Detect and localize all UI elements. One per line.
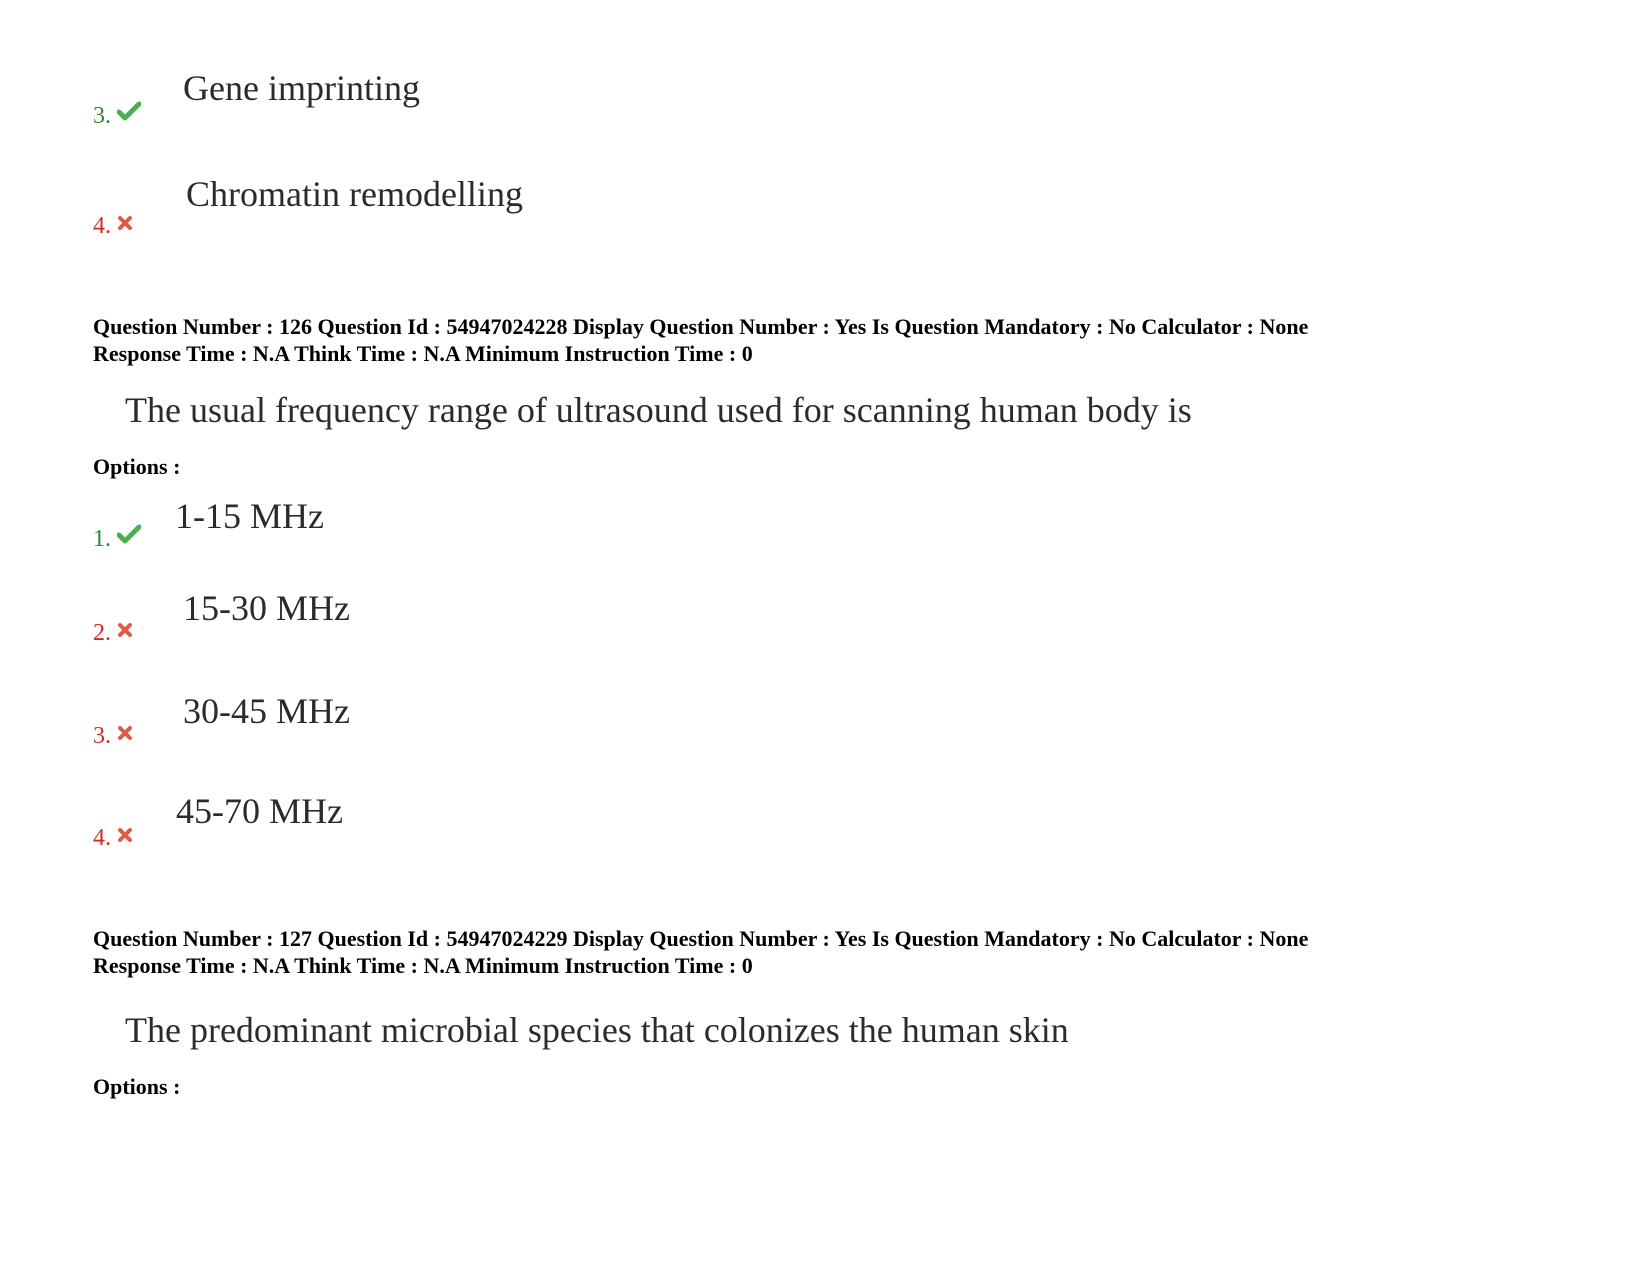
- option-number-label: 3.: [93, 723, 111, 749]
- question-meta-line2: Response Time : N.A Think Time : N.A Minimum Instruction Time : 0: [93, 953, 753, 978]
- question-meta-line1: Question Number : 127 Question Id : 54947024229 Display Question Number : Yes Is Question Mandatory : No Calculator : None: [93, 926, 1309, 951]
- option-text: 15-30 MHz: [183, 588, 350, 628]
- cross-icon: [117, 827, 133, 843]
- option-number-label: 3.: [93, 103, 111, 129]
- option-number-label: 4.: [93, 213, 111, 239]
- cross-icon: [117, 622, 133, 638]
- options-label: Options :: [93, 1074, 181, 1099]
- option-number: [93, 101, 141, 128]
- option-number-label: 2.: [93, 620, 111, 646]
- option-number-label: 1.: [93, 526, 111, 552]
- option-number: [93, 621, 133, 645]
- question-meta-line1: Question Number : 126 Question Id : 54947024228 Display Question Number : Yes Is Question Mandatory : No Calculator : None: [93, 314, 1309, 339]
- option-text: 30-45 MHz: [183, 691, 350, 731]
- question-text: The predominant microbial species that colonizes the human skin: [125, 1010, 1069, 1050]
- option-number: [93, 826, 133, 850]
- check-icon: [117, 101, 141, 121]
- options-label: Options :: [93, 454, 181, 479]
- option-text: 1-15 MHz: [175, 496, 324, 536]
- check-icon: [117, 524, 141, 544]
- option-number: [93, 214, 133, 238]
- option-text: Chromatin remodelling: [186, 174, 523, 214]
- question-text: The usual frequency range of ultrasound used for scanning human body is: [125, 390, 1192, 430]
- option-number: [93, 524, 141, 551]
- option-text: 45-70 MHz: [176, 791, 343, 831]
- option-number: [93, 724, 133, 748]
- option-text: Gene imprinting: [183, 68, 420, 108]
- cross-icon: [117, 215, 133, 231]
- question-meta-line2: Response Time : N.A Think Time : N.A Minimum Instruction Time : 0: [93, 341, 753, 366]
- cross-icon: [117, 725, 133, 741]
- option-number-label: 4.: [93, 825, 111, 851]
